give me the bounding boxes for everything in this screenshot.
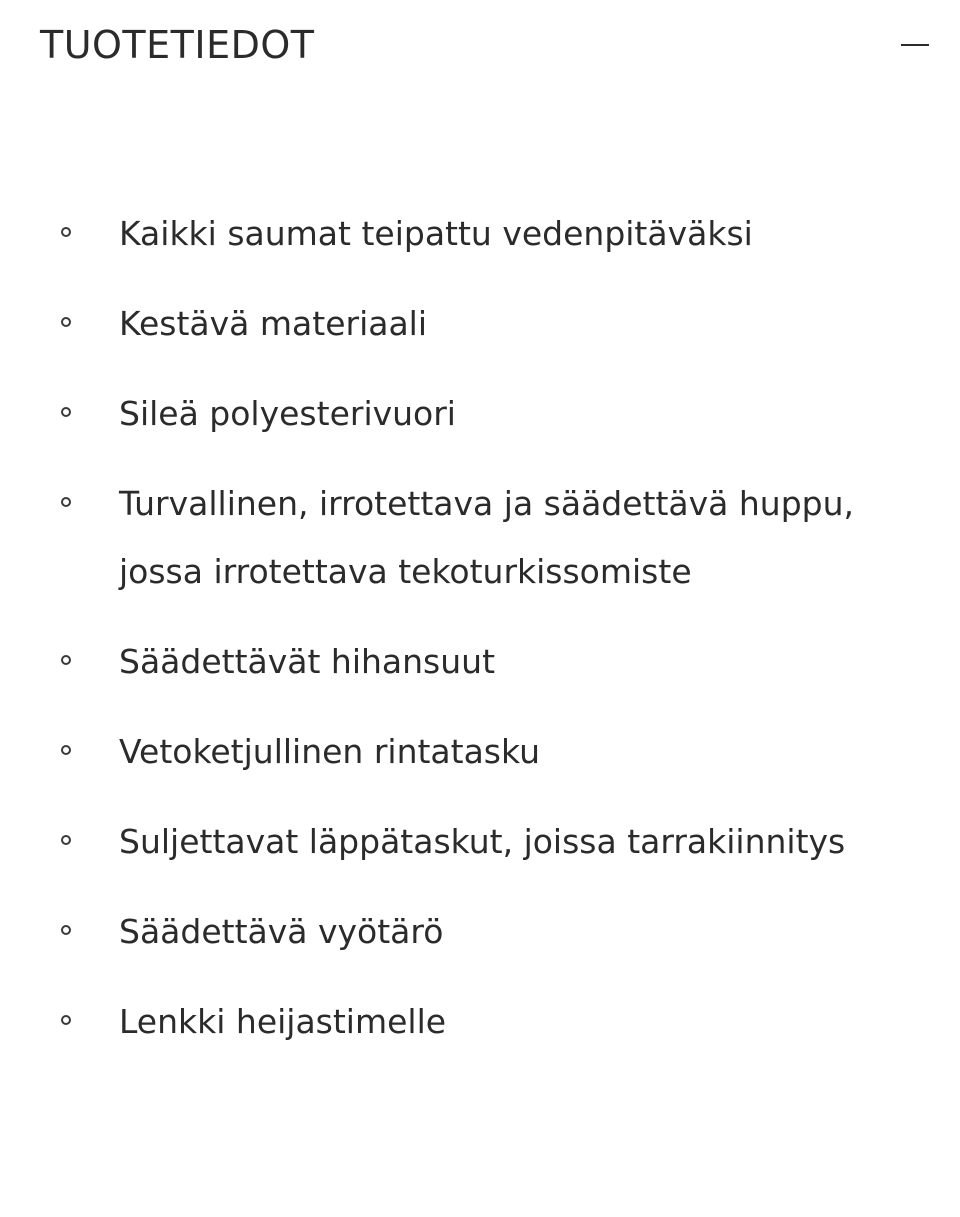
list-item — [0, 808, 960, 876]
collapse-button[interactable] — [900, 30, 930, 60]
circle-bullet-icon — [61, 227, 71, 237]
accordion-header[interactable] — [0, 0, 960, 90]
circle-bullet-icon — [61, 317, 71, 327]
circle-bullet-icon — [61, 655, 71, 665]
list-item — [0, 628, 960, 696]
list-item — [0, 290, 960, 358]
circle-bullet-icon — [61, 407, 71, 417]
feature-text: Turvallinen, irrotettava ja säädettävä huppu, jossa irrotettava tekoturkissomiste — [119, 484, 855, 591]
feature-text: Säädettävät hihansuut — [119, 642, 496, 681]
circle-bullet-icon — [61, 835, 71, 845]
feature-text: Säädettävä vyötärö — [119, 912, 444, 951]
list-item — [0, 898, 960, 966]
circle-bullet-icon — [61, 745, 71, 755]
feature-text: Vetoketjullinen rintatasku — [119, 732, 541, 771]
circle-bullet-icon — [61, 1015, 71, 1025]
feature-text: Lenkki heijastimelle — [119, 1002, 447, 1041]
circle-bullet-icon — [61, 497, 71, 507]
feature-text: Sileä polyesterivuori — [119, 394, 456, 433]
feature-text: Kaikki saumat teipattu vedenpitäväksi — [119, 214, 753, 253]
list-item — [0, 200, 960, 268]
list-item — [0, 988, 960, 1056]
feature-text: Kestävä materiaali — [119, 304, 428, 343]
circle-bullet-icon — [61, 925, 71, 935]
section-title: TUOTETIEDOT — [40, 23, 315, 67]
minus-icon — [901, 44, 929, 46]
list-item — [0, 470, 960, 606]
list-item — [0, 718, 960, 786]
feature-list — [0, 200, 960, 1078]
feature-text: Suljettavat läppätaskut, joissa tarrakiinnitys — [119, 822, 846, 861]
list-item — [0, 380, 960, 448]
